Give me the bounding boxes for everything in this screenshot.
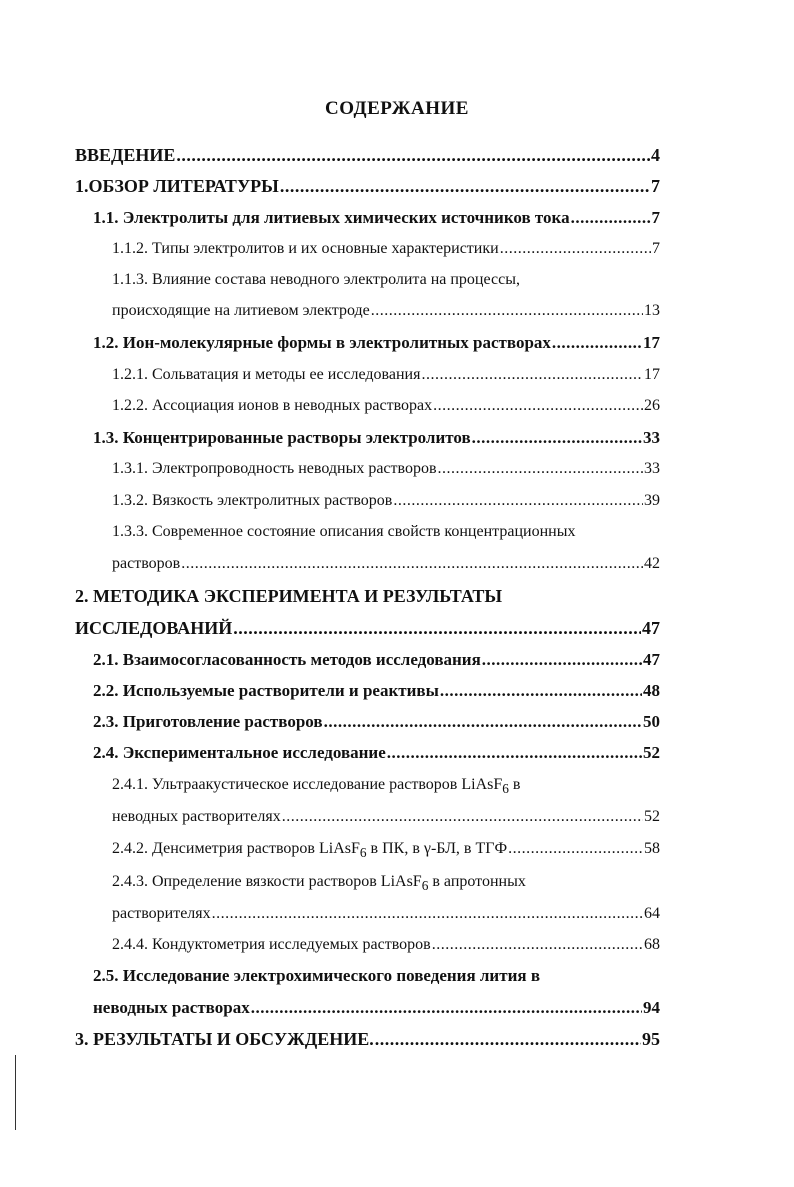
subscript: 6 — [502, 781, 509, 797]
toc-leader — [282, 805, 643, 829]
toc-entry-title: 1.1.2. Типы электролитов и их основные характеристики — [112, 240, 499, 257]
toc-entry-title: ВВЕДЕНИЕ — [75, 145, 176, 165]
toc-page-number: 64 — [644, 905, 660, 922]
toc-entry-title: 3. РЕЗУЛЬТАТЫ И ОБСУЖДЕНИЕ. — [75, 1029, 374, 1049]
toc-leader — [387, 741, 642, 765]
toc-leader — [508, 837, 643, 861]
toc-leader — [393, 489, 643, 513]
toc-leader — [552, 331, 642, 355]
toc-entry-2-4-1-line1 — [112, 773, 520, 797]
toc-text: 2.4.3. Определение вязкости растворов LiAsF — [112, 873, 422, 890]
toc-leader — [233, 616, 641, 640]
toc-leader — [421, 363, 643, 387]
toc-entry-title: 2.4.4. Кондуктометрия исследуемых растворов — [112, 936, 431, 953]
page-title: СОДЕРЖАНИЕ — [325, 98, 469, 119]
toc-entry-title: 1.2.1. Сольватация и методы ее исследования — [112, 366, 421, 383]
toc-entry-1-3-3[interactable] — [112, 552, 660, 576]
toc-page-number: 52 — [644, 808, 660, 825]
toc-page-number: 50 — [643, 712, 660, 731]
toc-entry-chapter-2[interactable] — [75, 616, 660, 640]
subscript: 6 — [421, 878, 429, 894]
toc-entry-2-4-4[interactable] — [112, 933, 660, 957]
toc-entry-title: неводных растворах — [93, 998, 250, 1017]
toc-leader — [212, 902, 643, 926]
toc-entry-1-1-3-line1: 1.1.3. Влияние состава неводного электролита на процессы, — [112, 271, 520, 288]
toc-text: 2.4.1. Ультраакустическое исследование растворов LiAsF — [112, 776, 503, 793]
toc-entry-1-2[interactable] — [93, 331, 660, 355]
toc-page-number: 52 — [643, 743, 660, 762]
toc-entry-title: 1.3. Концентрированные растворы электролитов — [93, 428, 471, 447]
toc-entry-2-2[interactable] — [93, 679, 660, 703]
toc-leader — [324, 710, 642, 734]
toc-page-number: 94 — [643, 998, 660, 1017]
toc-text: в ПК, в γ-БЛ, в ТГФ — [366, 840, 508, 857]
toc-entry-2-4-3-line1 — [112, 870, 526, 894]
toc-leader — [500, 237, 651, 261]
toc-entry-1-3-1[interactable] — [112, 457, 660, 481]
toc-entry-title: 1.ОБЗОР ЛИТЕРАТУРЫ — [75, 176, 279, 196]
toc-entry-chapter-2-line1: 2. МЕТОДИКА ЭКСПЕРИМЕНТА И РЕЗУЛЬТАТЫ — [75, 586, 502, 606]
toc-page-number: 48 — [643, 681, 660, 700]
toc-entry-title: ИССЛЕДОВАНИЙ — [75, 618, 233, 638]
toc-entry-1-3[interactable] — [93, 426, 660, 450]
toc-entry-title: растворов — [112, 555, 181, 572]
toc-leader — [472, 426, 642, 450]
toc-entry-2-4-2[interactable] — [112, 837, 660, 861]
toc-leader — [438, 457, 643, 481]
toc-entry-1-3-2[interactable] — [112, 489, 660, 513]
toc-leader — [280, 174, 650, 198]
toc-page-number: 33 — [643, 428, 660, 447]
subscript: 6 — [359, 845, 367, 861]
toc-page-number: 47 — [642, 618, 660, 638]
toc-entry-2-3[interactable] — [93, 710, 660, 734]
toc-entry-2-4-1[interactable] — [112, 805, 660, 829]
toc-entry-title: 2.3. Приготовление растворов — [93, 712, 323, 731]
toc-page-number: 4 — [651, 145, 660, 165]
toc-entry-title: 1.3.2. Вязкость электролитных растворов — [112, 492, 393, 509]
scan-edge-line — [15, 1055, 16, 1130]
toc-entry-title: 2.2. Используемые растворители и реактивы — [93, 681, 439, 700]
toc-leader — [251, 996, 642, 1020]
toc-entry-title: неводных растворителях — [112, 808, 281, 825]
toc-page-number: 39 — [644, 492, 660, 509]
toc-entry-title: растворителях — [112, 905, 211, 922]
toc-entry-title: 1.2. Ион-молекулярные формы в электролитных растворах — [93, 333, 551, 352]
toc-page-number: 17 — [644, 366, 660, 383]
toc-page-number: 47 — [643, 650, 660, 669]
toc-page-number: 26 — [644, 397, 660, 414]
toc-page-number: 95 — [642, 1029, 660, 1049]
toc-text: 2.4.2. Денсиметрия растворов LiAsF — [112, 840, 360, 857]
toc-text: в — [508, 776, 521, 793]
toc-leader — [176, 143, 650, 167]
toc-entry-2-5[interactable] — [93, 996, 660, 1020]
toc-page-number: 7 — [652, 240, 660, 257]
toc-page-number: 13 — [644, 302, 660, 319]
toc-entry-title — [112, 837, 507, 865]
toc-leader — [433, 394, 643, 418]
toc-leader — [482, 648, 642, 672]
toc-entry-2-4[interactable] — [93, 741, 660, 765]
toc-entry-title: 1.2.2. Ассоциация ионов в неводных растворах — [112, 397, 433, 414]
toc-entry-title: 2.1. Взаимосогласованность методов исследования — [93, 650, 481, 669]
toc-entry-1-1[interactable] — [93, 206, 660, 230]
toc-entry-2-5-line1: 2.5. Исследование электрохимического поведения лития в — [93, 966, 541, 985]
toc-page-number: 58 — [644, 840, 660, 857]
toc-entry-title: 1.3.1. Электропроводность неводных растворов — [112, 460, 437, 477]
toc-entry-2-1[interactable] — [93, 648, 660, 672]
toc-entry-1-3-3-line1: 1.3.3. Современное состояние описания свойств концентрационных — [112, 523, 576, 540]
toc-page-number: 17 — [643, 333, 660, 352]
toc-entry-chapter-1[interactable] — [75, 174, 660, 198]
toc-page-number: 42 — [644, 555, 660, 572]
toc-entry-1-2-2[interactable] — [112, 394, 660, 418]
toc-leader — [375, 1027, 641, 1051]
toc-text: в апротонных — [428, 873, 526, 890]
toc-entry-1-1-2[interactable] — [112, 237, 660, 261]
toc-entry-1-2-1[interactable] — [112, 363, 660, 387]
toc-page-number: 68 — [644, 936, 660, 953]
toc-leader — [181, 552, 643, 576]
toc-leader — [432, 933, 643, 957]
toc-entry-title: 1.1. Электролиты для литиевых химических источников тока — [93, 208, 570, 227]
toc-leader — [371, 299, 643, 323]
toc-entry-1-1-3[interactable] — [112, 299, 660, 323]
toc-leader — [440, 679, 642, 703]
toc-page-number: 33 — [644, 460, 660, 477]
toc-page-number: 7 — [651, 176, 660, 196]
toc-entry-introduction[interactable] — [75, 143, 660, 167]
toc-entry-title: 2.4. Экспериментальное исследование — [93, 743, 386, 762]
toc-entry-chapter-3[interactable] — [75, 1027, 660, 1051]
toc-leader — [571, 206, 651, 230]
toc-entry-2-4-3[interactable] — [112, 902, 660, 926]
toc-entry-title: происходящие на литиевом электроде — [112, 302, 370, 319]
toc-page-number: 7 — [651, 208, 660, 227]
